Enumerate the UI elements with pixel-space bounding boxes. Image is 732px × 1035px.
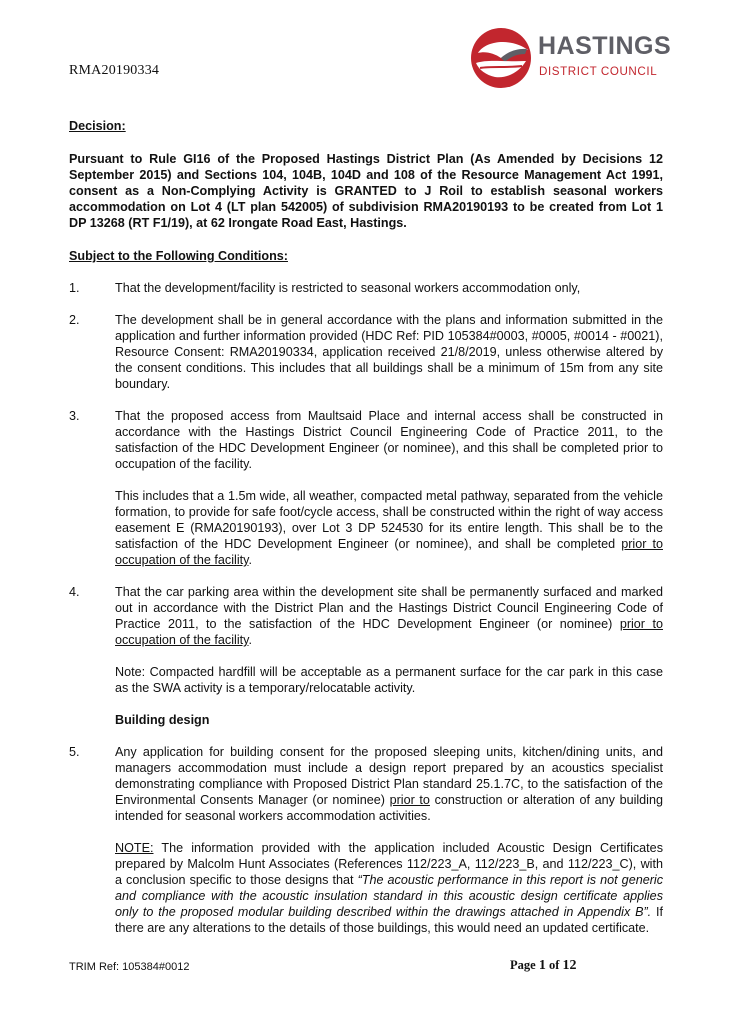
note-label: NOTE: [115,841,154,855]
page-word: Page [510,958,539,972]
condition-text [115,584,663,648]
condition-4 [69,584,663,696]
condition-text: That the proposed access from Maultsaid Place and internal access shall be constructed in accordance with the Hastings District Council Engineering Code of Practice 2011, to the satisfaction of the HDC Development Engineer (or nominee), and this shall be completed prior to occupation of the facility. [115,409,663,471]
condition-paragraph [115,488,663,568]
condition-note: Note: Compacted hardfill will be acceptable as a permanent surface for the car park in this case as the SWA activity is a temporary/relocatable activity. [115,665,663,695]
document-reference: RMA20190334 [69,63,160,78]
paragraph-end: . [248,633,252,647]
paragraph-text: This includes that a 1.5m wide, all weather, compacted metal pathway, separated from the vehicle formation, to provide for safe foot/cycle access, shall be constructed within the right of way access easement E (RMA20190193), over Lot 3 DP 524530 for its entire length. This shall be to the satisfaction of the HDC Development Engineer (or nominee), and shall be completed [115,489,663,551]
condition-text: That the development/facility is restricted to seasonal workers accommodation only, [115,281,581,295]
condition-text [115,744,663,824]
condition-number: 3. [69,409,80,423]
note-text: The information provided with the application included Acoustic Design Certificates prepared by Malcolm Hunt Associates (References 112/223_A, 112/223_B, and 112/223_C), with a conclusion specific to those designs that [115,841,663,887]
building-design-heading: Building design [115,713,210,727]
conditions-heading: Subject to the Following Conditions: [69,249,288,263]
page-number: 1 [538,958,546,973]
council-logo [470,25,692,91]
condition-number: 4. [69,585,80,599]
underlined-phrase: prior to [389,793,430,807]
page-indicator [510,958,576,974]
paragraph-end: . [248,553,252,567]
decision-text: Pursuant to Rule GI16 of the Proposed Hastings District Plan (As Amended by Decisions 12 September 2015) and Sections 104, 104B, 104D and 108 of the Resource Management Act 1991, consent as a Non-Complying Activity is GRANTED to J Roil to establish seasonal workers accommodation on Lot 4 (LT plan 542005) of subdivision RMA20190193 to be created from Lot 1 DP 13268 (RT F1/19), at 62 Irongate Road East, Hastings. [69,152,663,230]
condition-1 [69,280,663,296]
paragraph-end: construction or alteration of any building intended for seasonal workers accommodation activities. [115,793,663,823]
note-quote: “The acoustic performance in this report is not generic and compliance with the acoustic insulation standard in this acoustic design certificate applies only to the proposed modular building described within the drawings attached in Appendix B”. [115,873,663,919]
trim-reference: TRIM Ref: 105384#0012 [69,961,190,973]
paragraph-text: That the car parking area within the development site shall be permanently surfaced and marked out in accordance with the District Plan and the Hastings District Council Engineering Code of Practice 2011, to the satisfaction of the HDC Development Engineer (or nominee) [115,585,663,631]
condition-2 [69,312,663,392]
logo-name: HASTINGS [538,32,672,60]
document-body [69,118,663,936]
paragraph-text: Any application for building consent for the proposed sleeping units, kitchen/dining units, and managers accommodation must include a design report prepared by an acoustics specialist demonstrating compliance with Proposed District Plan standard 25.1.7C, to the satisfaction of the Environmental Consents Manager (or nominee) [115,745,663,807]
condition-number: 1. [69,281,80,295]
condition-number: 5. [69,745,80,759]
underlined-phrase: prior to occupation of the facility [115,537,663,567]
condition-note [115,840,663,936]
note-end: If there are any alterations to the details of those buildings, this would need an updated certificate. [115,905,664,935]
condition-5 [69,744,663,936]
condition-number: 2. [69,313,80,327]
underlined-phrase: prior to occupation of the facility [115,617,664,647]
of-word: of [545,958,563,972]
decision-heading: Decision: [69,119,126,133]
condition-text: The development shall be in general accordance with the plans and information submitted in the application and further information provided (HDC Ref: PID 105384#0003, #0005, #0014 - #0021), Resource Consent: RMA20190334, application received 21/8/2019, unless otherwise altered by the consent conditions. This includes that all buildings shall be a minimum of 15m from any site boundary. [115,313,663,391]
page-total: 12 [562,958,577,973]
council-emblem-icon [470,27,532,89]
condition-3 [69,408,663,568]
logo-subtitle: DISTRICT COUNCIL [539,65,658,78]
